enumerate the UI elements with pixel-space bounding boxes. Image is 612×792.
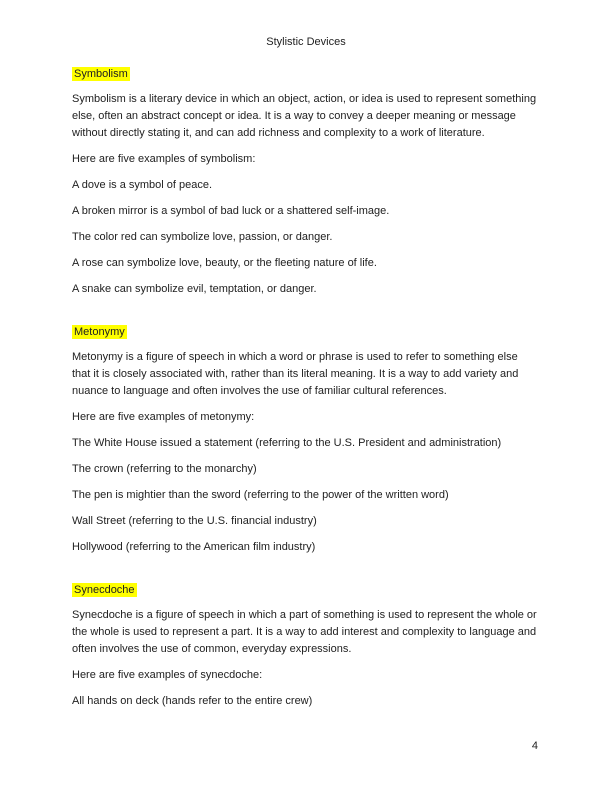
section-heading [72,324,538,341]
section-synecdoche [72,582,538,710]
example-line: The pen is mightier than the sword (referring to the power of the written word) [72,489,449,501]
page-title: Stylistic Devices [266,36,346,48]
example-line: The White House issued a statement (referring to the U.S. President and administration) [72,437,502,449]
example-line: The color red can symbolize love, passion, or danger. [72,231,333,243]
example-line: Hollywood (referring to the American film industry) [72,541,316,553]
example-line: Wall Street (referring to the U.S. financial industry) [72,515,317,527]
section-heading [72,582,538,599]
examples-label: Here are five examples of metonymy: [72,411,255,423]
example-line: All hands on deck (hands refer to the entire crew) [72,695,313,707]
example-line: A dove is a symbol of peace. [72,179,213,191]
section-metonymy [72,324,538,556]
heading-highlight-symbolism: Symbolism [74,68,128,80]
section-intro: Synecdoche is a figure of speech in which a part of something is used to represent the whole or the whole is used to represent a part. It is a way to add interest and complexity to language and often involves the use of common, everyday expressions. [72,609,537,655]
section-symbolism [72,66,538,298]
document-body [0,66,612,710]
example-line: A rose can symbolize love, beauty, or the fleeting nature of life. [72,257,377,269]
section-heading [72,66,538,83]
page-number: 4 [531,740,538,752]
examples-label: Here are five examples of synecdoche: [72,669,263,681]
example-line: A broken mirror is a symbol of bad luck or a shattered self-image. [72,205,390,217]
section-intro: Metonymy is a figure of speech in which a word or phrase is used to refer to something else that it is closely associated with, rather than its literal meaning. It is a way to add variety and nuance to language and often involves the use of familiar cultural references. [72,351,519,397]
example-line: The crown (referring to the monarchy) [72,463,257,475]
heading-highlight-metonymy: Metonymy [74,326,125,338]
section-intro: Symbolism is a literary device in which an object, action, or idea is used to represent something else, often an abstract concept or idea. It is a way to convey a deeper meaning or message without directly stating it, and can add richness and complexity to a work of literature. [72,93,537,139]
examples-label: Here are five examples of symbolism: [72,153,256,165]
heading-highlight-synecdoche: Synecdoche [74,584,135,596]
example-line: A snake can symbolize evil, temptation, or danger. [72,283,317,295]
